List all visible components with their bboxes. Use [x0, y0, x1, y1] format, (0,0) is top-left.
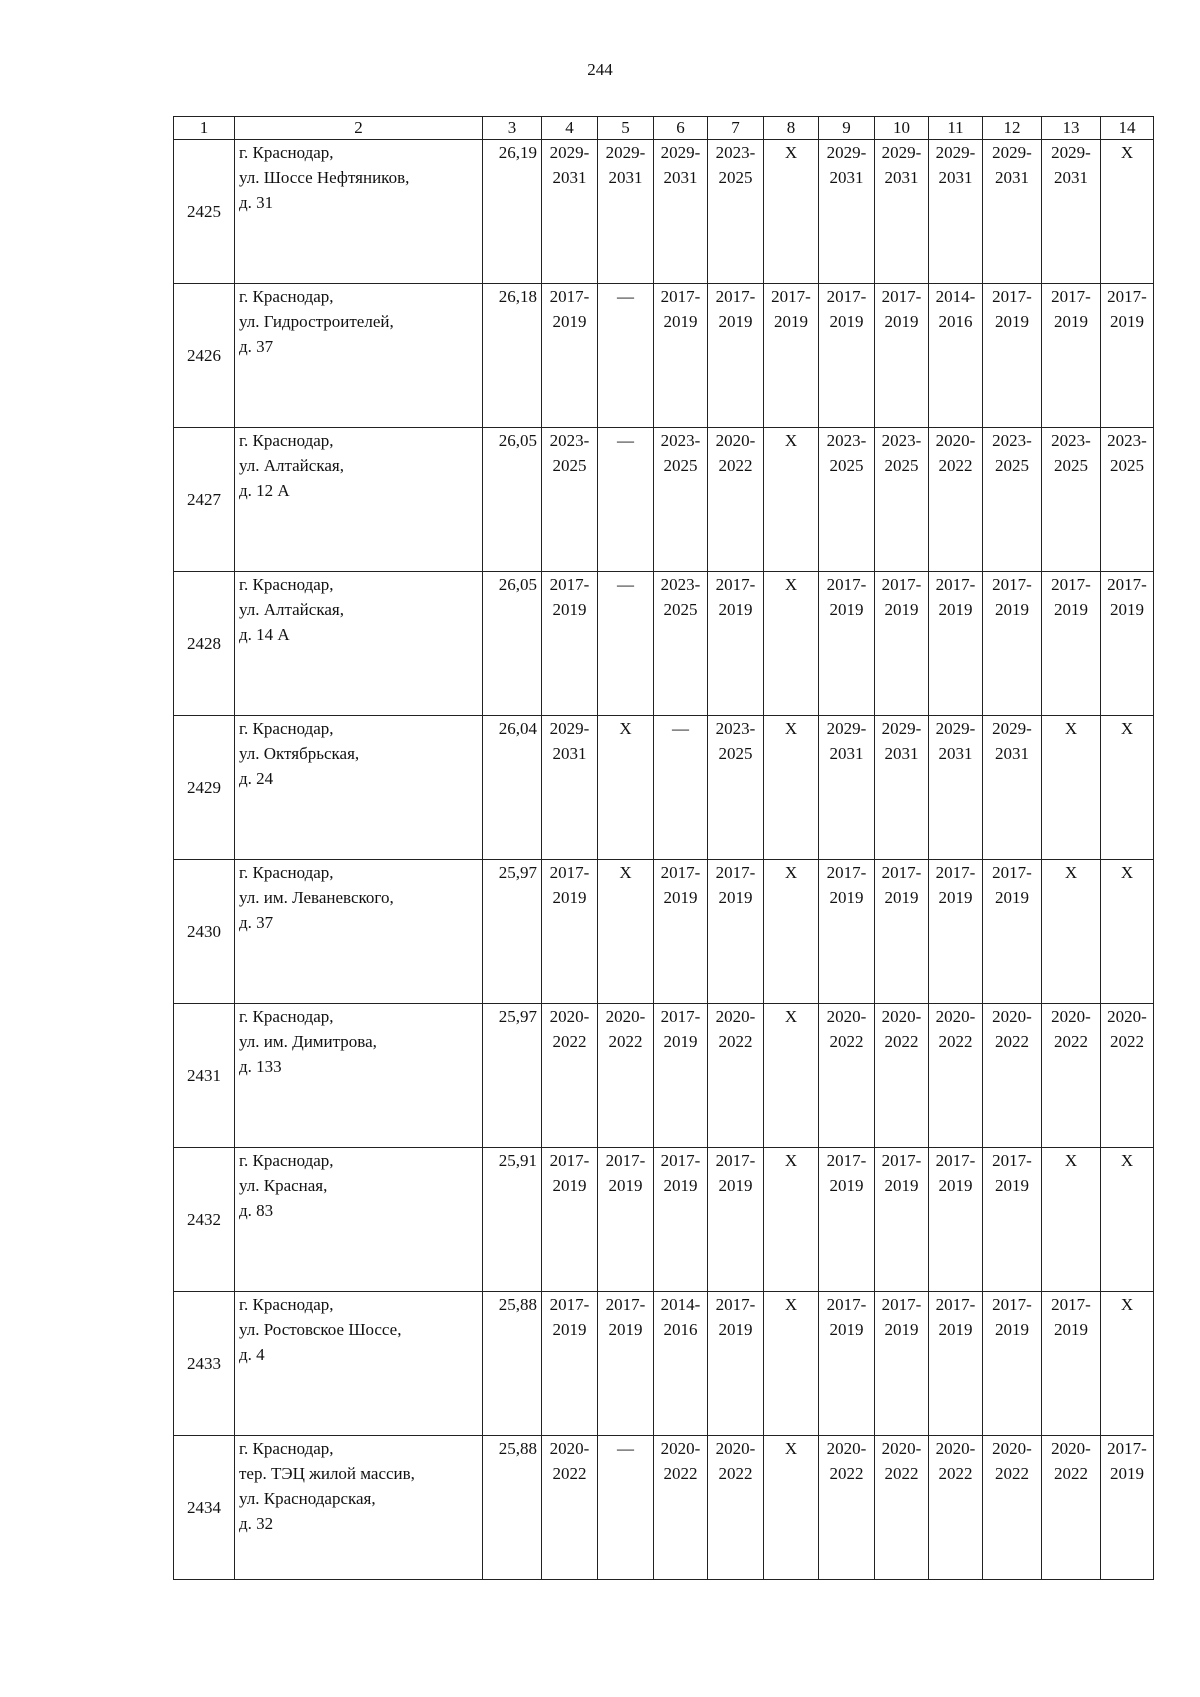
row-number-cell: 2432	[174, 1148, 235, 1292]
area-cell: 26,05	[483, 572, 542, 716]
table-row	[174, 284, 1154, 428]
table-body	[174, 140, 1154, 1580]
area-cell: 25,91	[483, 1148, 542, 1292]
address-line: ул. Ростовское Шоссе,	[239, 1320, 402, 1339]
period-cell: 2029- 2031	[929, 140, 983, 284]
address-line: г. Краснодар,	[239, 719, 334, 738]
period-cell: 2017- 2019	[819, 1148, 875, 1292]
address-cell	[235, 140, 483, 284]
period-cell: —	[598, 1436, 654, 1580]
period-cell: 2017- 2019	[1042, 284, 1101, 428]
address-line: д. 37	[239, 337, 274, 356]
address-cell	[235, 860, 483, 1004]
period-cell: 2023- 2025	[983, 428, 1042, 572]
period-cell: 2020- 2022	[708, 1004, 764, 1148]
period-cell: 2029- 2031	[654, 140, 708, 284]
period-cell: Х	[764, 140, 819, 284]
period-cell: 2017- 2019	[598, 1292, 654, 1436]
period-cell: 2020- 2022	[708, 1436, 764, 1580]
period-cell: 2020- 2022	[875, 1004, 929, 1148]
period-cell: 2017- 2019	[819, 572, 875, 716]
column-header: 2	[235, 117, 483, 140]
period-cell: 2017- 2019	[819, 284, 875, 428]
area-cell: 26,05	[483, 428, 542, 572]
period-cell: Х	[1042, 1148, 1101, 1292]
period-cell: 2020- 2022	[598, 1004, 654, 1148]
area-cell: 25,88	[483, 1292, 542, 1436]
column-header: 6	[654, 117, 708, 140]
address-line: ул. Красная,	[239, 1176, 328, 1195]
period-cell: 2020- 2022	[875, 1436, 929, 1580]
address-line: ул. Краснодарская,	[239, 1489, 376, 1508]
period-cell: Х	[764, 1292, 819, 1436]
period-cell: 2023- 2025	[875, 428, 929, 572]
address-cell	[235, 284, 483, 428]
period-cell: 2017- 2019	[1042, 1292, 1101, 1436]
period-cell: Х	[1042, 716, 1101, 860]
area-cell: 25,88	[483, 1436, 542, 1580]
period-cell: Х	[764, 572, 819, 716]
period-cell: Х	[1101, 860, 1154, 1004]
column-header: 5	[598, 117, 654, 140]
period-cell: 2029- 2031	[819, 716, 875, 860]
period-cell: Х	[764, 1004, 819, 1148]
period-cell: 2023- 2025	[708, 716, 764, 860]
period-cell: 2017- 2019	[654, 860, 708, 1004]
period-cell: —	[598, 572, 654, 716]
row-number-cell: 2433	[174, 1292, 235, 1436]
period-cell: Х	[1101, 1292, 1154, 1436]
table-row	[174, 1436, 1154, 1580]
row-number-cell: 2434	[174, 1436, 235, 1580]
period-cell: Х	[1042, 860, 1101, 1004]
period-cell: 2023- 2025	[654, 428, 708, 572]
period-cell: 2017- 2019	[875, 284, 929, 428]
row-number-cell: 2426	[174, 284, 235, 428]
period-cell: 2020- 2022	[708, 428, 764, 572]
area-cell: 25,97	[483, 860, 542, 1004]
period-cell: 2017- 2019	[654, 1004, 708, 1148]
period-cell: 2020- 2022	[819, 1004, 875, 1148]
address-line: г. Краснодар,	[239, 1439, 334, 1458]
address-cell	[235, 716, 483, 860]
period-cell: 2017- 2019	[929, 1148, 983, 1292]
period-cell: 2017- 2019	[654, 284, 708, 428]
period-cell: 2020- 2022	[983, 1004, 1042, 1148]
table-row	[174, 860, 1154, 1004]
period-cell: 2017- 2019	[708, 860, 764, 1004]
address-line: г. Краснодар,	[239, 143, 334, 162]
table-row	[174, 572, 1154, 716]
address-line: тер. ТЭЦ жилой массив,	[239, 1464, 415, 1483]
address-line: ул. им. Димитрова,	[239, 1032, 377, 1051]
table-header	[174, 117, 1154, 140]
row-number-cell: 2431	[174, 1004, 235, 1148]
period-cell: 2017- 2019	[929, 860, 983, 1004]
period-cell: 2017- 2019	[542, 860, 598, 1004]
address-line: ул. им. Леваневского,	[239, 888, 394, 907]
period-cell: 2023- 2025	[542, 428, 598, 572]
table-row	[174, 1004, 1154, 1148]
address-line: г. Краснодар,	[239, 1151, 334, 1170]
column-header: 1	[174, 117, 235, 140]
address-cell	[235, 1004, 483, 1148]
period-cell: 2017- 2019	[708, 572, 764, 716]
address-cell	[235, 1148, 483, 1292]
period-cell: 2029- 2031	[542, 140, 598, 284]
period-cell: 2017- 2019	[708, 1292, 764, 1436]
period-cell: Х	[1101, 1148, 1154, 1292]
table-row	[174, 1148, 1154, 1292]
period-cell: Х	[598, 716, 654, 860]
period-cell: 2020- 2022	[929, 428, 983, 572]
page-number: 244	[587, 60, 613, 79]
address-line: г. Краснодар,	[239, 575, 334, 594]
column-header: 13	[1042, 117, 1101, 140]
period-cell: 2017- 2019	[1101, 284, 1154, 428]
period-cell: Х	[1101, 716, 1154, 860]
period-cell: 2023- 2025	[708, 140, 764, 284]
address-line: г. Краснодар,	[239, 863, 334, 882]
address-line: ул. Гидростроителей,	[239, 312, 394, 331]
table-row	[174, 716, 1154, 860]
period-cell: 2020- 2022	[983, 1436, 1042, 1580]
period-cell: 2017- 2019	[819, 1292, 875, 1436]
period-cell: —	[654, 716, 708, 860]
column-header: 7	[708, 117, 764, 140]
period-cell: 2023- 2025	[819, 428, 875, 572]
column-header: 4	[542, 117, 598, 140]
period-cell: Х	[764, 716, 819, 860]
period-cell: 2017- 2019	[875, 572, 929, 716]
address-line: д. 133	[239, 1057, 282, 1076]
address-line: г. Краснодар,	[239, 431, 334, 450]
period-cell: —	[598, 428, 654, 572]
period-cell: 2017- 2019	[542, 284, 598, 428]
address-line: д. 14 А	[239, 625, 290, 644]
period-cell: 2029- 2031	[1042, 140, 1101, 284]
period-cell: 2029- 2031	[875, 716, 929, 860]
period-cell: 2029- 2031	[983, 140, 1042, 284]
address-line: ул. Шоссе Нефтяников,	[239, 168, 410, 187]
row-number-cell: 2430	[174, 860, 235, 1004]
period-cell: 2017- 2019	[708, 284, 764, 428]
period-cell: 2017- 2019	[929, 1292, 983, 1436]
period-cell: 2029- 2031	[542, 716, 598, 860]
period-cell: 2017- 2019	[654, 1148, 708, 1292]
period-cell: 2020- 2022	[1042, 1436, 1101, 1580]
period-cell: 2020- 2022	[1101, 1004, 1154, 1148]
period-cell: 2017- 2019	[983, 860, 1042, 1004]
header-row	[174, 117, 1154, 140]
period-cell: 2017- 2019	[983, 1148, 1042, 1292]
column-header: 9	[819, 117, 875, 140]
table-row	[174, 1292, 1154, 1436]
period-cell: 2017- 2019	[542, 1148, 598, 1292]
column-header: 14	[1101, 117, 1154, 140]
period-cell: 2017- 2019	[875, 1292, 929, 1436]
column-header: 3	[483, 117, 542, 140]
period-cell: 2029- 2031	[598, 140, 654, 284]
period-cell: 2014- 2016	[654, 1292, 708, 1436]
period-cell: 2017- 2019	[875, 860, 929, 1004]
table-row	[174, 428, 1154, 572]
column-header: 10	[875, 117, 929, 140]
period-cell: 2017- 2019	[542, 572, 598, 716]
column-header: 12	[983, 117, 1042, 140]
period-cell: 2020- 2022	[654, 1436, 708, 1580]
period-cell: 2029- 2031	[875, 140, 929, 284]
period-cell: Х	[598, 860, 654, 1004]
column-header: 11	[929, 117, 983, 140]
period-cell: 2017- 2019	[708, 1148, 764, 1292]
period-cell: 2023- 2025	[1042, 428, 1101, 572]
period-cell: Х	[764, 428, 819, 572]
address-line: д. 4	[239, 1345, 265, 1364]
period-cell: 2029- 2031	[983, 716, 1042, 860]
address-line: ул. Алтайская,	[239, 600, 344, 619]
period-cell: 2014- 2016	[929, 284, 983, 428]
address-line: д. 32	[239, 1514, 274, 1533]
area-cell: 25,97	[483, 1004, 542, 1148]
address-line: г. Краснодар,	[239, 1007, 334, 1026]
period-cell: 2020- 2022	[542, 1436, 598, 1580]
address-cell	[235, 1436, 483, 1580]
period-cell: 2017- 2019	[764, 284, 819, 428]
period-cell: Х	[764, 1436, 819, 1580]
address-line: д. 31	[239, 193, 274, 212]
period-cell: 2020- 2022	[819, 1436, 875, 1580]
area-cell: 26,18	[483, 284, 542, 428]
address-line: д. 24	[239, 769, 274, 788]
period-cell: 2020- 2022	[929, 1004, 983, 1148]
period-cell: 2017- 2019	[929, 572, 983, 716]
area-cell: 26,04	[483, 716, 542, 860]
address-line: г. Краснодар,	[239, 1295, 334, 1314]
period-cell: Х	[764, 1148, 819, 1292]
row-number-cell: 2427	[174, 428, 235, 572]
row-number-cell: 2425	[174, 140, 235, 284]
table-row	[174, 140, 1154, 284]
registry-table	[173, 116, 1154, 1580]
period-cell: 2017- 2019	[542, 1292, 598, 1436]
address-line: г. Краснодар,	[239, 287, 334, 306]
period-cell: 2017- 2019	[598, 1148, 654, 1292]
period-cell: 2017- 2019	[1101, 572, 1154, 716]
period-cell: 2023- 2025	[654, 572, 708, 716]
period-cell: 2020- 2022	[929, 1436, 983, 1580]
period-cell: Х	[764, 860, 819, 1004]
address-line: д. 12 А	[239, 481, 290, 500]
address-line: д. 83	[239, 1201, 274, 1220]
period-cell: 2029- 2031	[929, 716, 983, 860]
row-number-cell: 2428	[174, 572, 235, 716]
address-cell	[235, 1292, 483, 1436]
period-cell: 2017- 2019	[983, 572, 1042, 716]
period-cell: 2017- 2019	[983, 1292, 1042, 1436]
period-cell: 2017- 2019	[983, 284, 1042, 428]
address-cell	[235, 572, 483, 716]
column-header: 8	[764, 117, 819, 140]
period-cell: 2017- 2019	[819, 860, 875, 1004]
period-cell: 2029- 2031	[819, 140, 875, 284]
address-line: ул. Октябрьская,	[239, 744, 360, 763]
period-cell: 2020- 2022	[1042, 1004, 1101, 1148]
period-cell: Х	[1101, 140, 1154, 284]
address-cell	[235, 428, 483, 572]
row-number-cell: 2429	[174, 716, 235, 860]
period-cell: 2017- 2019	[1101, 1436, 1154, 1580]
period-cell: 2017- 2019	[1042, 572, 1101, 716]
period-cell: 2017- 2019	[875, 1148, 929, 1292]
period-cell: 2020- 2022	[542, 1004, 598, 1148]
area-cell: 26,19	[483, 140, 542, 284]
period-cell: —	[598, 284, 654, 428]
address-line: ул. Алтайская,	[239, 456, 344, 475]
period-cell: 2023- 2025	[1101, 428, 1154, 572]
address-line: д. 37	[239, 913, 274, 932]
